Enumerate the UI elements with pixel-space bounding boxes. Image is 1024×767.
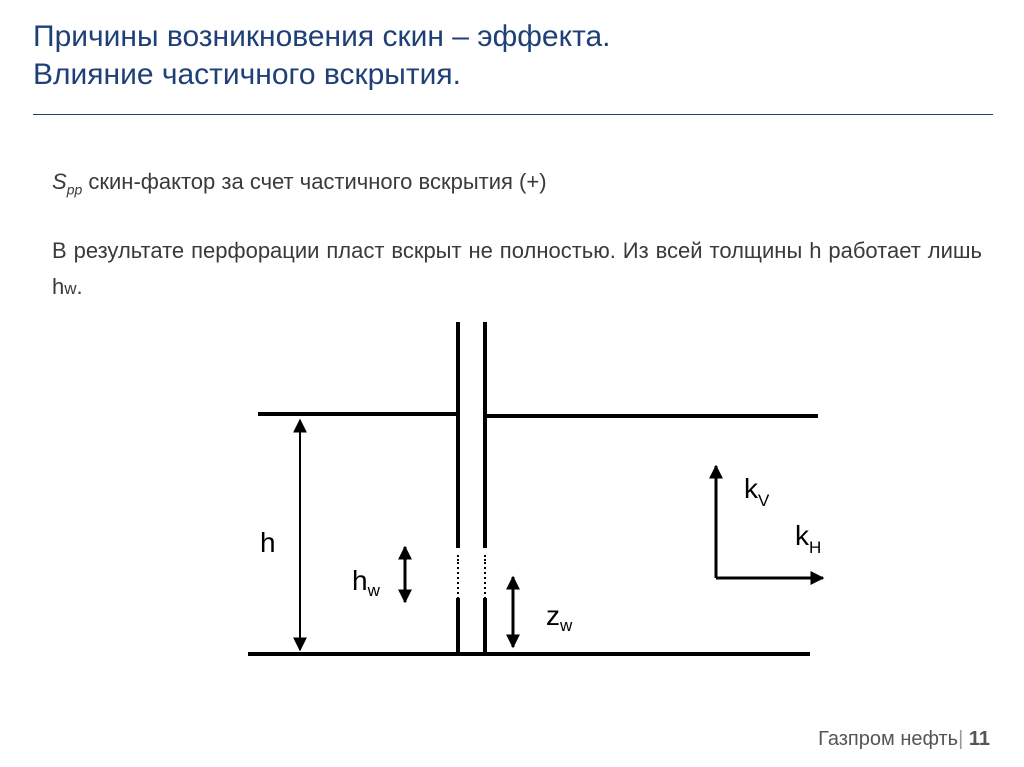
result-subscript: w <box>64 279 77 298</box>
wellbore <box>458 322 485 654</box>
slide-title <box>33 18 993 94</box>
result-text-end: . <box>76 274 83 299</box>
footer-separator: | <box>958 728 964 750</box>
skin-factor-text: скин-фактор за счет частичного вскрытия (+) <box>82 169 547 194</box>
label-hw: $h_w$ <box>352 565 380 600</box>
skin-factor-line <box>52 167 982 204</box>
title-underline <box>33 114 993 115</box>
label-zw: $z_w$ <box>546 600 573 635</box>
title-line-1: Причины возникновения скин – эффекта. <box>33 20 611 53</box>
partial-penetration-diagram <box>230 318 850 663</box>
footer-company: Газпром нефть <box>818 728 959 750</box>
result-paragraph <box>52 233 982 307</box>
title-line-2: Влияние частичного вскрытия. <box>33 58 461 91</box>
footer <box>818 728 990 751</box>
label-h: h <box>260 527 276 558</box>
result-text: В результате перфорации пласт вскрыт не полностью. Из всей толщины h работает лишь h <box>52 238 982 299</box>
skin-symbol: S <box>52 169 67 194</box>
page-number: 11 <box>968 728 990 750</box>
skin-symbol-subscript: pp <box>66 181 83 198</box>
label-kv: $k_V$ <box>744 473 770 510</box>
perforated-interval <box>458 562 485 598</box>
label-kh: $k_H$ <box>795 520 822 557</box>
reservoir-top-boundary <box>258 414 818 416</box>
